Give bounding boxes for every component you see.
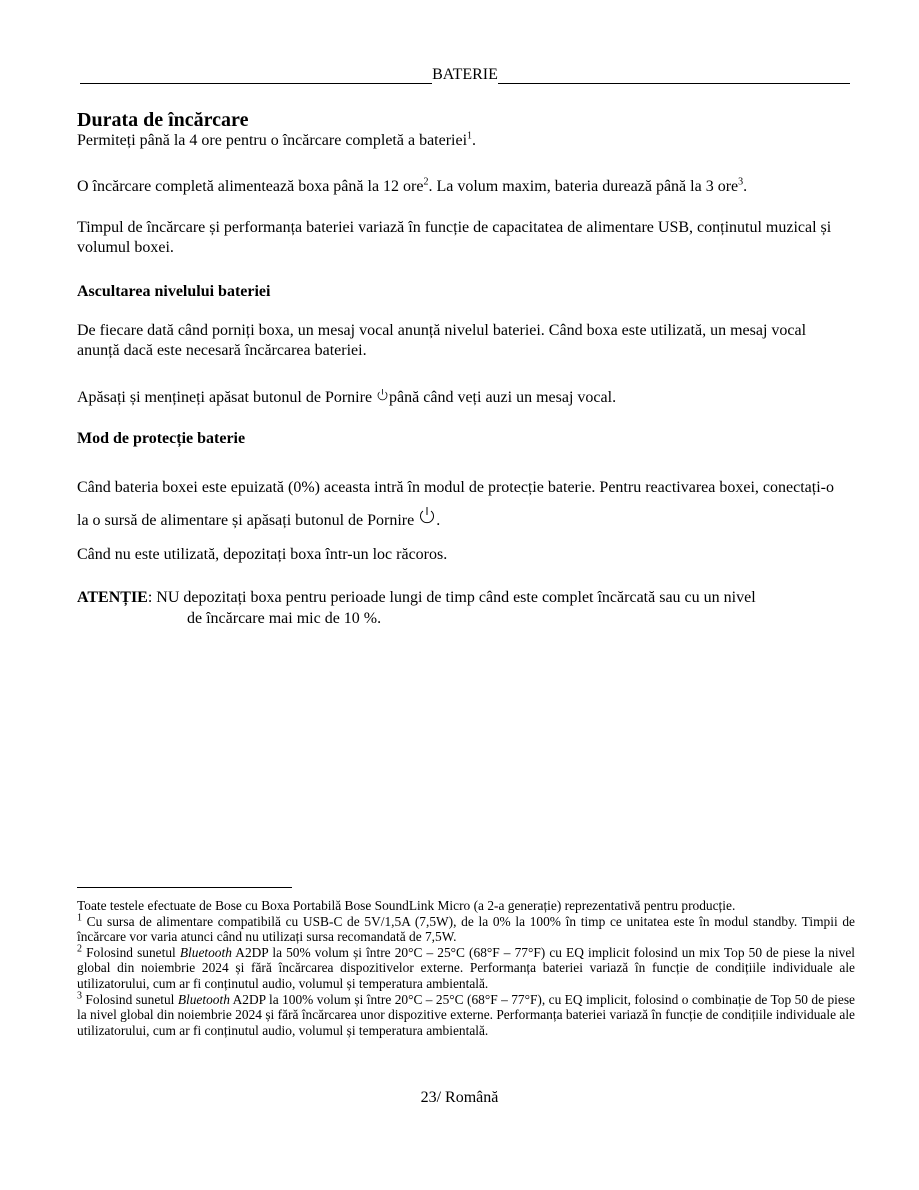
text: : NU depozitați boxa pentru perioade lungi de timp când este complet încărcată sau cu un nivel (147, 589, 756, 606)
text: Folosind sunetul (82, 944, 180, 960)
text: până când veți auzi un mesaj vocal. (389, 389, 617, 406)
footnote-intro: Toate testele efectuate de Bose cu Boxa Portabilă Bose SoundLink Micro (a 2-a generație) reprezentativă pentru producție. (77, 898, 736, 913)
warning-note (77, 587, 849, 629)
footnote-number: 2 (77, 943, 82, 955)
footnote-number: 3 (77, 990, 82, 1002)
footnote-ref: 3 (738, 176, 744, 188)
text: Apăsați și mențineți apăsat butonul de Pornire (77, 389, 377, 406)
page-number: 23/ Română (420, 1089, 499, 1106)
charge-section (77, 111, 849, 150)
text: A2DP la 100% volum și între 20°C – 25°C (68°F – 77°F), cu EQ implicit, folosind o combinație de Top 50 de piese la nivel global din noiembrie 2024 și fără încărcarea unor dispozitive externe. Performanța bateriei variază în funcție de condițiile individuale ale utilizatorului, cum ar fi conținutul audio, volumul și temperatura ambientală. (77, 991, 855, 1038)
text: Bluetooth (179, 944, 232, 960)
power-icon (418, 504, 436, 537)
paragraph: Timpul de încărcare și performanța bateriei variază în funcție de capacitatea de alimentare USB, conținutul muzical și volumul boxei. (77, 219, 832, 256)
paragraph: Permiteți până la 4 ore pentru o încărcare completă a bateriei$^1$. (77, 130, 477, 149)
section-heading: Durata de încărcare (77, 109, 249, 131)
text: Cu sursa de alimentare compatibilă cu USB-C de 5V/1,5A (7,5W), de la 0% la 100% în timp ce unitatea este în modul standby. Timpii de încărcare vor varia atunci când nu utilizați sursa recomandată de 7,5W. (77, 913, 855, 945)
paragraph (77, 388, 849, 408)
text: O încărcare completă alimentează boxa până la 12 ore (77, 178, 424, 195)
footnotes (77, 898, 855, 1038)
paragraph: De fiecare dată când porniți boxa, un mesaj vocal anunță nivelul bateriei. Când boxa este utilizată, un mesaj vocal anunță dacă este necesară încărcarea bateriei. (77, 322, 807, 359)
footnote-rule (77, 887, 292, 888)
text: Bluetooth (177, 991, 230, 1007)
footnote-1 (77, 914, 855, 945)
running-header (80, 66, 850, 84)
footnote-number: 1 (77, 912, 82, 924)
footnote-3 (77, 992, 855, 1039)
text: A2DP la 50% volum și între 20°C – 25°C (68°F – 77°F) cu EQ implicit folosind un mix Top 50 de piese la nivel global din noiembrie 2024 și fără încărcarea dispozitivelor externe. Performanța bateriei variază în funcție de condițiile individuale ale utilizatorului, cum ar fi conținutul audio, volumul și temperatura ambientală. (77, 944, 855, 991)
text: Permiteți până la 4 ore pentru o încărcare completă a bateriei (77, 131, 468, 149)
text: de încărcare mai mic de 10 %. (187, 610, 382, 627)
header-rule-right (498, 66, 850, 84)
header-rule-left (80, 66, 432, 84)
footnote-2 (77, 945, 855, 992)
paragraph: Când nu este utilizată, depozitați boxa într-un loc răcoros. (77, 546, 448, 563)
section-heading: Ascultarea nivelului bateriei (77, 283, 271, 300)
paragraph: O încărcare completă alimentează boxa până la 12 ore$^2$. La volum maxim, bateria durează până la 3 ore$^3$. (77, 176, 748, 195)
footnote-ref: 2 (423, 176, 429, 188)
paragraph (77, 471, 849, 537)
text: Folosind sunetul (82, 991, 178, 1007)
header-title: BATERIE (432, 66, 498, 83)
warning-label: ATENȚIE (77, 589, 148, 606)
text: . (436, 512, 441, 529)
footnote-ref: 1 (467, 130, 473, 142)
section-heading: Mod de protecție baterie (77, 430, 246, 447)
text: . La volum maxim, bateria durează până la 3 ore (428, 178, 739, 195)
power-icon (376, 388, 389, 408)
text: Când bateria boxei este epuizată (0%) aceasta intră în modul de protecție baterie. Pentru reactivarea boxei, conectați-o la o sursă de alimentare și apăsați butonul de Pornire (77, 479, 834, 529)
